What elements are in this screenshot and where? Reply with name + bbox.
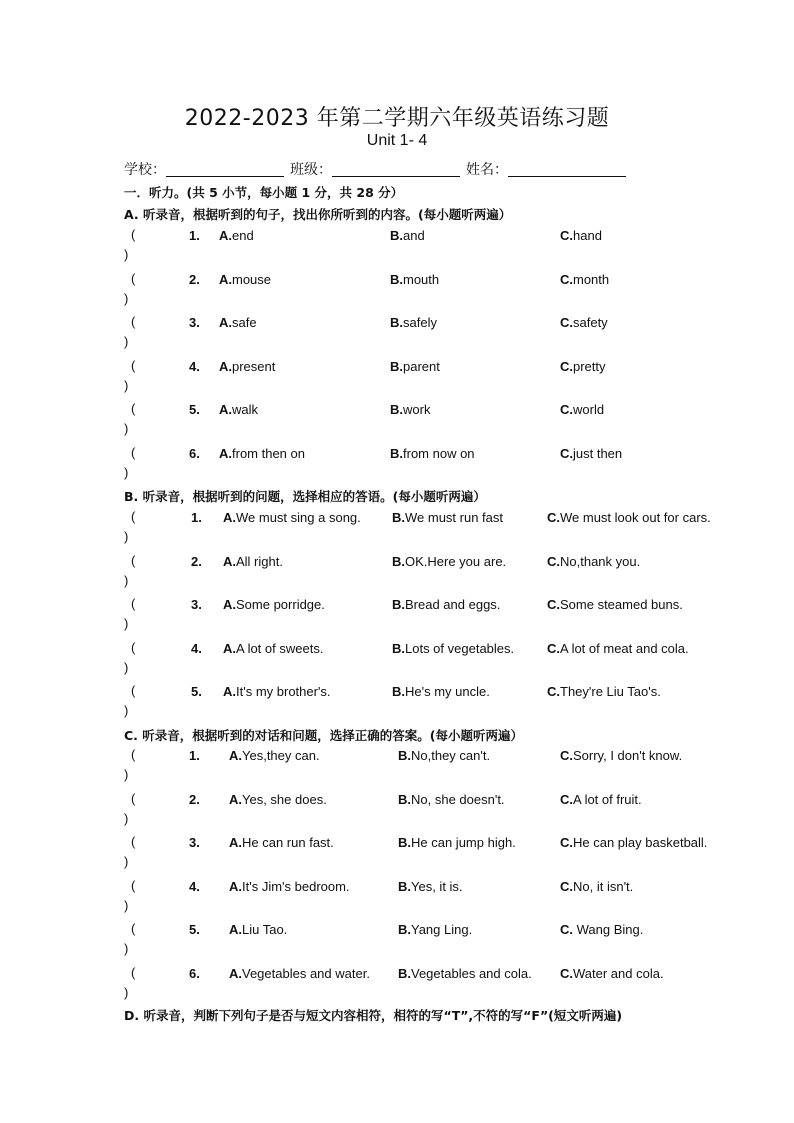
answer-paren-open: ( [131, 270, 136, 286]
option-letter: B. [398, 965, 411, 981]
answer-paren-open: ( [131, 877, 136, 893]
option-b[interactable] [390, 446, 475, 461]
option-a[interactable] [229, 966, 370, 981]
option-c[interactable] [560, 402, 604, 417]
option-text: from now on [403, 445, 475, 461]
option-c[interactable] [560, 966, 664, 981]
section-heading: D. 听录音，判断下列句子是否与短文内容相符，相符的写“T”,不符的写“F”(短文听两遍) [124, 1008, 623, 1023]
answer-paren-close: ) [124, 897, 129, 913]
option-a[interactable] [229, 835, 334, 850]
option-letter: A. [229, 922, 242, 937]
answer-paren-open: ( [131, 683, 136, 698]
option-text: Yes,they can. [242, 748, 320, 763]
unit-subtitle: Unit 1- 4 [366, 132, 428, 149]
option-text: All right. [236, 553, 283, 569]
answer-paren-open: ( [131, 357, 136, 373]
info-field-1 [290, 159, 460, 179]
option-text: He can jump high. [411, 835, 516, 850]
option-text: mouth [403, 271, 440, 287]
option-text: It's my brother's. [236, 684, 331, 699]
option-c[interactable] [560, 748, 682, 763]
option-b[interactable] [398, 792, 505, 807]
option-a[interactable] [223, 641, 323, 656]
option-letter: A. [229, 878, 242, 894]
option-text: Yes, she does. [242, 791, 327, 807]
option-letter: B. [398, 878, 411, 894]
option-text: pretty [573, 358, 606, 374]
option-letter: C. [547, 597, 560, 612]
question-number: 1. [189, 748, 200, 763]
option-text: end [232, 228, 254, 243]
option-text: walk [232, 402, 259, 417]
option-text: safety [573, 315, 608, 330]
answer-paren-close: ) [124, 941, 129, 956]
option-text: Water and cola. [573, 965, 664, 981]
question-number: 2. [189, 271, 200, 287]
option-b[interactable] [398, 879, 463, 894]
answer-paren-close: ) [124, 247, 129, 262]
option-letter: A. [229, 835, 242, 850]
answer-paren-open: ( [131, 921, 136, 936]
info-field-0 [124, 159, 284, 179]
question-number: 3. [189, 835, 200, 850]
question-number: 4. [189, 878, 200, 894]
option-text: No,thank you. [560, 553, 641, 569]
option-c[interactable] [547, 554, 640, 569]
question-number: 2. [191, 553, 202, 569]
option-text: Vegetables and cola. [411, 965, 532, 981]
option-b[interactable] [398, 966, 532, 981]
option-letter: A. [219, 315, 232, 330]
option-text: work [403, 402, 431, 417]
answer-paren-open: ( [131, 227, 136, 242]
answer-paren-open: ( [131, 596, 136, 611]
option-letter: C. [560, 835, 573, 850]
option-letter: A. [219, 402, 232, 417]
option-text: He can play basketball. [573, 835, 708, 850]
option-letter: C. [560, 228, 573, 243]
option-text: OK.Here you are. [405, 553, 507, 569]
question-number: 3. [191, 597, 202, 612]
question-number: 4. [189, 358, 200, 374]
option-text: mouse [232, 271, 272, 287]
answer-paren-close: ) [124, 421, 129, 436]
option-c[interactable] [560, 228, 602, 243]
option-text: and [403, 228, 425, 243]
section-heading: C. 听录音，根据听到的对话和问题，选择正确的答案。(每小题听两遍） [124, 728, 523, 743]
option-a[interactable] [219, 402, 258, 417]
option-letter: B. [398, 748, 411, 763]
option-a[interactable] [223, 554, 283, 569]
option-text: hand [573, 228, 602, 243]
option-text: A lot of sweets. [236, 640, 324, 656]
option-c[interactable] [547, 684, 661, 699]
answer-paren-close: ) [124, 810, 129, 826]
option-letter: C. [560, 402, 573, 417]
info-field-label: 姓名： [466, 162, 508, 178]
question-number: 6. [189, 445, 200, 461]
option-text: safely [403, 315, 437, 330]
answer-paren-open: ( [131, 790, 136, 806]
option-text: A lot of fruit. [573, 791, 642, 807]
option-letter: B. [398, 922, 411, 937]
option-text: No,they can't. [411, 748, 491, 763]
option-b[interactable] [392, 641, 514, 656]
answer-paren-open: ( [131, 509, 136, 524]
option-text: world [573, 402, 605, 417]
option-text: safe [232, 315, 257, 330]
answer-paren-close: ) [124, 377, 129, 393]
question-number: 3. [189, 315, 200, 330]
option-text: from then on [232, 445, 305, 461]
question-number: 5. [189, 402, 200, 417]
option-letter: C. [560, 748, 573, 763]
info-field-label: 班级： [290, 162, 332, 178]
option-text: present [232, 358, 276, 374]
option-letter: B. [398, 835, 411, 850]
option-letter: C. [560, 791, 573, 807]
option-text: parent [403, 358, 440, 374]
option-letter: B. [390, 315, 403, 330]
answer-paren-open: ( [131, 747, 136, 762]
option-b[interactable] [390, 272, 439, 287]
question-number: 5. [191, 684, 202, 699]
option-letter: B. [390, 402, 403, 417]
info-field-blank[interactable] [166, 162, 284, 177]
option-letter: B. [392, 640, 405, 656]
answer-paren-close: ) [124, 290, 129, 306]
question-number: 6. [189, 965, 200, 981]
option-letter: C. [560, 315, 573, 330]
option-b[interactable] [398, 835, 516, 850]
info-field-label: 学校： [124, 162, 166, 178]
section-heading: A. 听录音，根据听到的句子，找出你所听到的内容。(每小题听两遍） [124, 207, 512, 222]
option-letter: B. [398, 791, 411, 807]
option-a[interactable] [219, 228, 254, 243]
answer-paren-open: ( [131, 639, 136, 655]
answer-paren-open: ( [131, 314, 136, 329]
question-number: 5. [189, 922, 200, 937]
answer-paren-open: ( [131, 964, 136, 980]
option-a[interactable] [229, 922, 287, 937]
option-text: month [573, 271, 610, 287]
option-text: Liu Tao. [242, 922, 288, 937]
option-text: Some steamed buns. [560, 597, 683, 612]
option-text: Some porridge. [236, 597, 325, 612]
option-text: A lot of meat and cola. [560, 640, 689, 656]
option-text: Yang Ling. [411, 922, 473, 937]
student-info-line [124, 159, 626, 179]
option-b[interactable] [398, 922, 472, 937]
option-letter: A. [229, 748, 242, 763]
answer-paren-close: ) [124, 767, 129, 782]
answer-paren-close: ) [124, 984, 129, 1000]
option-text: We must run fast [405, 510, 504, 525]
answer-paren-close: ) [124, 854, 129, 869]
option-letter: A. [219, 445, 232, 461]
option-c[interactable] [547, 510, 711, 525]
option-c[interactable] [560, 879, 633, 894]
option-text: He can run fast. [242, 835, 334, 850]
option-letter: C. [560, 965, 573, 981]
option-c[interactable] [560, 272, 609, 287]
part-heading: 一．听力。(共 5 小节，每小题 1 分，共 28 分） [124, 185, 404, 200]
option-letter: A. [223, 684, 236, 699]
answer-paren-close: ) [124, 659, 129, 675]
option-b[interactable] [390, 228, 425, 243]
answer-paren-close: ) [124, 334, 129, 349]
answer-paren-close: ) [124, 616, 129, 631]
answer-paren-open: ( [131, 552, 136, 568]
option-b[interactable] [392, 597, 500, 612]
option-letter: A. [229, 791, 242, 807]
section-heading: B. 听录音，根据听到的问题，选择相应的答语。(每小题听两遍） [124, 489, 486, 504]
page-title: 2022-2023 年第二学期六年级英语练习题 [184, 106, 610, 131]
option-letter: C. [547, 553, 560, 569]
answer-paren-open: ( [131, 444, 136, 460]
question-number: 1. [191, 510, 202, 525]
option-letter: C. [547, 640, 560, 656]
answer-paren-open: ( [131, 834, 136, 849]
option-letter: A. [223, 640, 236, 656]
option-text: No, it isn't. [573, 878, 634, 894]
option-c[interactable] [560, 835, 707, 850]
option-c[interactable] [560, 792, 642, 807]
option-text: Lots of vegetables. [405, 640, 515, 656]
option-letter: B. [392, 597, 405, 612]
option-b[interactable] [390, 359, 440, 374]
option-b[interactable] [398, 748, 490, 763]
option-b[interactable] [390, 315, 437, 330]
option-letter: B. [390, 228, 403, 243]
option-a[interactable] [223, 684, 331, 699]
option-letter: C. [560, 878, 573, 894]
option-letter: B. [390, 271, 403, 287]
option-letter: B. [390, 358, 403, 374]
option-a[interactable] [229, 879, 350, 894]
option-text: Sorry, I don't know. [573, 748, 683, 763]
option-letter: A. [223, 553, 236, 569]
option-a[interactable] [219, 359, 275, 374]
option-a[interactable] [223, 510, 361, 525]
option-letter: B. [392, 684, 405, 699]
answer-paren-close: ) [124, 572, 129, 588]
option-c[interactable] [547, 641, 689, 656]
option-letter: A. [223, 510, 236, 525]
answer-paren-close: ) [124, 703, 129, 718]
option-letter: A. [219, 358, 232, 374]
option-text: just then [573, 445, 623, 461]
option-b[interactable] [390, 402, 430, 417]
option-letter: C. [547, 510, 560, 525]
option-c[interactable] [560, 446, 622, 461]
option-letter: C. [560, 358, 573, 374]
option-text: Yes, it is. [411, 878, 463, 894]
option-a[interactable] [219, 315, 257, 330]
question-number: 2. [189, 791, 200, 807]
answer-paren-open: ( [131, 401, 136, 416]
option-letter: A. [219, 271, 232, 287]
option-a[interactable] [219, 446, 305, 461]
answer-paren-close: ) [124, 464, 129, 480]
option-c[interactable] [560, 315, 608, 330]
option-letter: C. [560, 922, 573, 937]
option-text: Vegetables and water. [242, 965, 370, 981]
option-c[interactable] [547, 597, 683, 612]
option-letter: B. [392, 510, 405, 525]
option-b[interactable] [392, 684, 490, 699]
question-number: 1. [189, 228, 200, 243]
info-field-blank[interactable] [332, 162, 460, 177]
option-b[interactable] [392, 510, 503, 525]
option-b[interactable] [392, 554, 506, 569]
option-letter: A. [219, 228, 232, 243]
option-a[interactable] [219, 272, 271, 287]
option-text: Wang Bing. [573, 922, 644, 937]
answer-paren-close: ) [124, 529, 129, 544]
option-letter: A. [229, 965, 242, 981]
info-field-blank[interactable] [508, 162, 626, 177]
option-a[interactable] [229, 792, 327, 807]
info-field-2 [466, 159, 626, 179]
option-letter: C. [560, 445, 573, 461]
option-text: We must look out for cars. [560, 510, 711, 525]
option-a[interactable] [223, 597, 325, 612]
option-a[interactable] [229, 748, 320, 763]
option-text: We must sing a song. [236, 510, 361, 525]
option-c[interactable] [560, 922, 643, 937]
question-number: 4. [191, 640, 202, 656]
option-text: It's Jim's bedroom. [242, 878, 350, 894]
option-letter: B. [392, 553, 405, 569]
option-text: They're Liu Tao's. [560, 684, 661, 699]
option-text: No, she doesn't. [411, 791, 505, 807]
option-letter: C. [547, 684, 560, 699]
option-letter: C. [560, 271, 573, 287]
option-c[interactable] [560, 359, 606, 374]
option-text: He's my uncle. [405, 684, 490, 699]
option-text: Bread and eggs. [405, 597, 501, 612]
option-letter: A. [223, 597, 236, 612]
option-letter: B. [390, 445, 403, 461]
